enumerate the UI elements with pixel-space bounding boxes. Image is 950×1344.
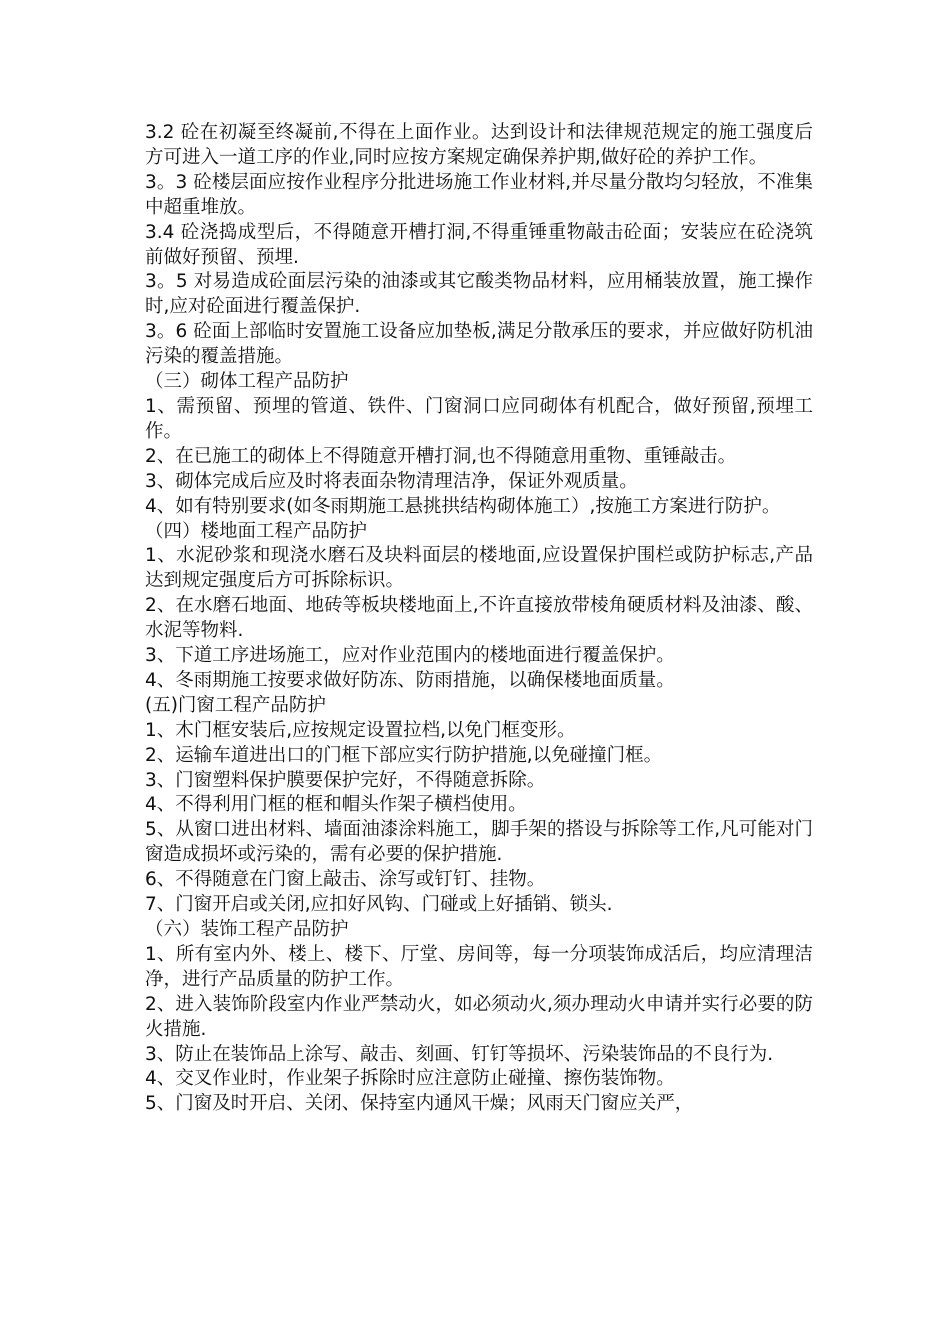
section-heading-decoration: （六）装饰工程产品防护 [145,919,349,940]
document-body [145,121,813,1117]
paragraph-3-5: 3。5 对易造成砼面层污染的油漆或其它酸类物品材料，应用桶装放置，施工操作时,应对砼面进行覆盖保护. [145,271,813,318]
masonry-item-4: 4、如有特别要求(如冬雨期施工悬挑拱结构砌体施工）,按施工方案进行防护。 [145,495,781,517]
decoration-item-5: 5、门窗及时开启、关闭、保持室内通风干燥；风雨天门窗应关严， [145,1093,694,1115]
floor-item-4: 4、冬雨期施工按要求做好防冻、防雨措施，以确保楼地面质量。 [145,669,675,691]
paragraph-3-4: 3.4 砼浇捣成型后，不得随意开槽打洞,不得重锤重物敲击砼面；安装应在砼浇筑前做好预留、预埋. [145,221,813,268]
masonry-item-2: 2、在已施工的砌体上不得随意开槽打洞,也不得随意用重物、重锤敲击。 [145,445,737,467]
section-heading-doors-windows: (五)门窗工程产品防护 [145,694,326,716]
floor-item-2: 2、在水磨石地面、地砖等板块楼地面上,不许直接放带棱角硬质材料及油漆、酸、水泥等物料. [145,595,813,642]
doors-item-4: 4、不得利用门框的框和帽头作架子横档使用。 [145,794,527,816]
doors-item-3: 3、门窗塑料保护膜要保护完好，不得随意拆除。 [145,769,546,791]
section-heading-floor: （四）楼地面工程产品防护 [145,520,368,542]
doors-item-1: 1、木门框安装后,应按规定设置拉档,以免门框变形。 [145,719,576,741]
doors-item-7: 7、门窗开启或关闭,应扣好风钩、门碰或上好插销、锁头. [145,894,613,916]
paragraph-3-3: 3。3 砼楼层面应按作业程序分批进场施工作业材料,并尽量分散均匀轻放，不准集中超重堆放。 [145,171,813,218]
floor-item-1: 1、水泥砂浆和现浇水磨石及块料面层的楼地面,应设置保护围栏或防护标志,产品达到规定强度后方可拆除标识。 [145,545,813,592]
paragraph-3-2: 3.2 砼在初凝至终凝前,不得在上面作业。达到设计和法律规范规定的施工强度后方可进入一道工序的作业,同时应按方案规定确保养护期,做好砼的养护工作。 [145,122,813,168]
decoration-item-2: 2、进入装饰阶段室内作业严禁动火，如必须动火,须办理动火申请并实行必要的防火措施. [145,993,813,1040]
section-heading-masonry: （三）砌体工程产品防护 [145,371,349,393]
masonry-item-1: 1、需预留、预埋的管道、铁件、门窗洞口应同砌体有机配合，做好预留,预埋工作。 [145,395,813,442]
masonry-item-3: 3、砌体完成后应及时将表面杂物清理洁净，保证外观质量。 [145,470,638,492]
decoration-item-1: 1、所有室内外、楼上、楼下、厅堂、房间等，每一分项装饰成活后，均应清理洁净，进行产品质量的防护工作。 [145,943,813,990]
doors-item-2: 2、运输车道进出口的门框下部应实行防护措施,以免碰撞门框。 [145,744,663,766]
decoration-item-4: 4、交叉作业时，作业架子拆除时应注意防止碰撞、擦伤装饰物。 [145,1068,675,1090]
decoration-item-3: 3、防止在装饰品上涂写、敲击、刻画、钉钉等损坏、污染装饰品的不良行为. [145,1043,774,1065]
doors-item-5: 5、从窗口进出材料、墙面油漆涂料施工，脚手架的搭设与拆除等工作,凡可能对门窗造成损坏或污染的，需有必要的保护措施. [145,819,813,866]
paragraph-3-6: 3。6 砼面上部临时安置施工设备应加垫板,满足分散承压的要求，并应做好防机油污染的覆盖措施。 [145,321,813,368]
doors-item-6: 6、不得随意在门窗上敲击、涂写或钉钉、挂物。 [145,869,546,891]
floor-item-3: 3、下道工序进场施工，应对作业范围内的楼地面进行覆盖保护。 [145,645,675,667]
